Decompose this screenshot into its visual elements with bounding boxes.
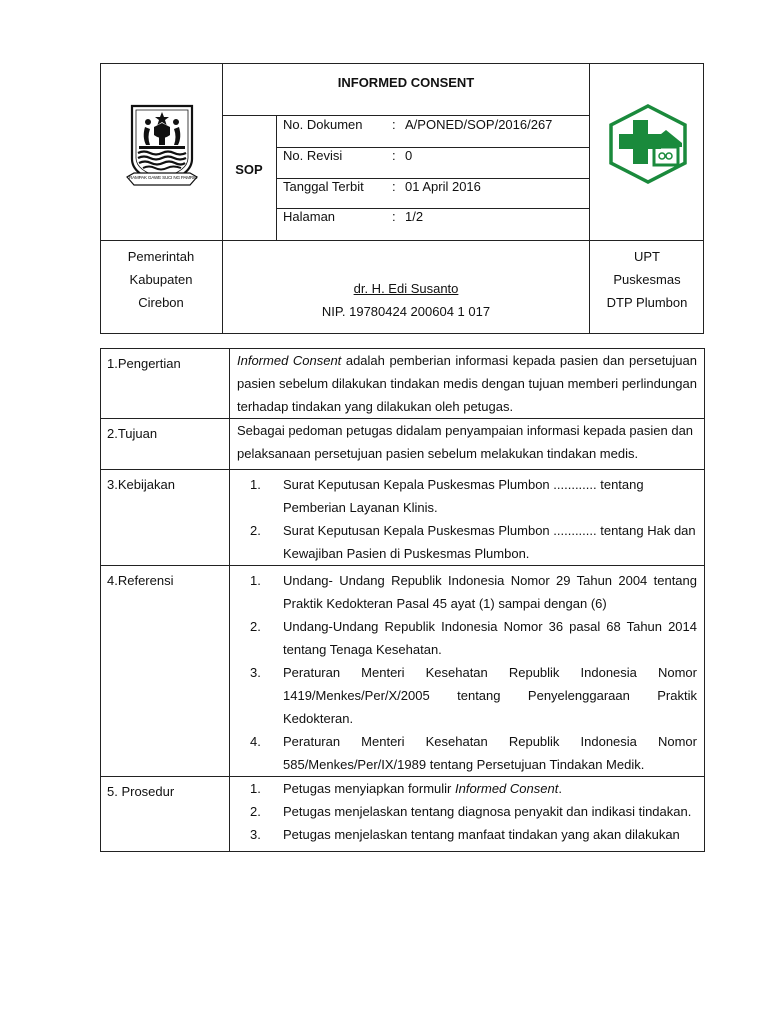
list-item: 1. Surat Keputusan Kepala Puskesmas Plumbon ............ tentang Pemberian Layanan Klinis. (250, 477, 644, 515)
section-label: 2.Tujuan (101, 419, 230, 470)
header-border-top (100, 63, 704, 64)
section-row-kebijakan (101, 470, 705, 566)
org-line: Puskesmas (613, 272, 681, 287)
org-line: Kabupaten (129, 272, 193, 287)
meta-separator: : (392, 209, 396, 224)
org-line: Pemerintah (127, 249, 195, 264)
header-border-bottom (100, 333, 704, 334)
section-label: 5. Prosedur (101, 777, 230, 852)
list-item: 4. Peraturan Menteri Kesehatan Republik Indonesia Nomor 585/Menkes/Per/IX/1989 tentang Persetujuan Tindakan Medik. (250, 734, 697, 772)
section-content (230, 566, 705, 777)
list-item: 3. Petugas menjelaskan tentang manfaat tindakan yang akan dilakukan (250, 827, 680, 842)
section-row-referensi (101, 566, 705, 777)
header-border-left (100, 63, 101, 334)
list-item: 1. Undang- Undang Republik Indonesia Nomor 29 Tahun 2004 tentang Praktik Kedokteran Pasal 45 ayat (1) sampai dengan (6) (250, 573, 697, 611)
section-content (230, 470, 705, 566)
document-header (100, 63, 704, 334)
list-item: 2. Petugas menjelaskan tentang diagnosa penyakit dan indikasi tindakan. (250, 804, 692, 819)
header-line-main (100, 240, 704, 241)
org-line: DTP Plumbon (606, 295, 688, 310)
list-item: 3. Peraturan Menteri Kesehatan Republik Indonesia Nomor 1419/Menkes/Per/X/2005 tentang Penyelenggaraan Praktik Kedokteran. (250, 665, 697, 726)
italic-term: Informed Consent (237, 353, 342, 368)
section-content (230, 419, 705, 470)
meta-separator: : (392, 179, 396, 194)
header-line-title (222, 115, 590, 116)
section-row-pengertian (101, 349, 705, 419)
list-item: 2. Undang-Undang Republik Indonesia Nomor 36 pasal 68 Tahun 2014 tentang Tenaga Kesehatan. (250, 619, 697, 657)
section-row-prosedur (101, 777, 705, 852)
meta-label: Halaman (283, 209, 336, 224)
list-item: 2. Surat Keputusan Kepala Puskesmas Plumbon ............ tentang Hak dan Kewajiban Pasien di Puskesmas Plumbon. (250, 523, 696, 561)
document-title: INFORMED CONSENT (337, 75, 475, 90)
meta-value: 0 (405, 148, 413, 163)
section-content (230, 349, 705, 419)
header-border-right (703, 63, 704, 334)
section-content (230, 777, 705, 852)
meta-label: Tanggal Terbit (283, 179, 364, 194)
org-line: UPT (634, 249, 660, 264)
meta-value: 1/2 (405, 209, 424, 224)
sop-content-table (100, 348, 705, 852)
sop-label: SOP (235, 162, 263, 177)
meta-value: A/PONED/SOP/2016/267 (405, 117, 553, 132)
org-line: Cirebon (138, 295, 184, 310)
meta-value: 01 April 2016 (405, 179, 481, 194)
tujuan-text: Sebagai pedoman petugas didalam penyampaian informasi kepada pasien dan pelaksanaan persetujuan pasien sebelum melakukan tindakan medis. (237, 423, 694, 461)
list-item: 1. Petugas menyiapkan formulir Informed Consent. (250, 781, 562, 796)
section-label: 4.Referensi (101, 566, 230, 777)
pengertian-text: Informed Consent adalah pemberian informasi kepada pasien dan persetujuan pasien sebelum dilakukan tindakan medis dengan tujuan memberi perlindungan terhadap tindakan yang dilakukan oleh petugas. (237, 353, 697, 414)
meta-label: No. Revisi (283, 148, 343, 163)
cirebon-regency-logo-icon (126, 103, 198, 191)
meta-separator: : (392, 117, 396, 132)
section-label: 3.Kebijakan (101, 470, 230, 566)
signer-name: dr. H. Edi Susanto (353, 281, 459, 296)
italic-term: Informed Consent (454, 781, 559, 796)
puskesmas-logo-icon (606, 103, 690, 185)
logo-motto: RAMPAK GAWE SUCI NG PAMRIH (129, 175, 198, 180)
section-row-tujuan (101, 419, 705, 470)
meta-label: No. Dokumen (283, 117, 363, 132)
meta-separator: : (392, 148, 396, 163)
section-label: 1.Pengertian (101, 349, 230, 419)
signer-nip: NIP. 19780424 200604 1 017 (321, 304, 491, 319)
